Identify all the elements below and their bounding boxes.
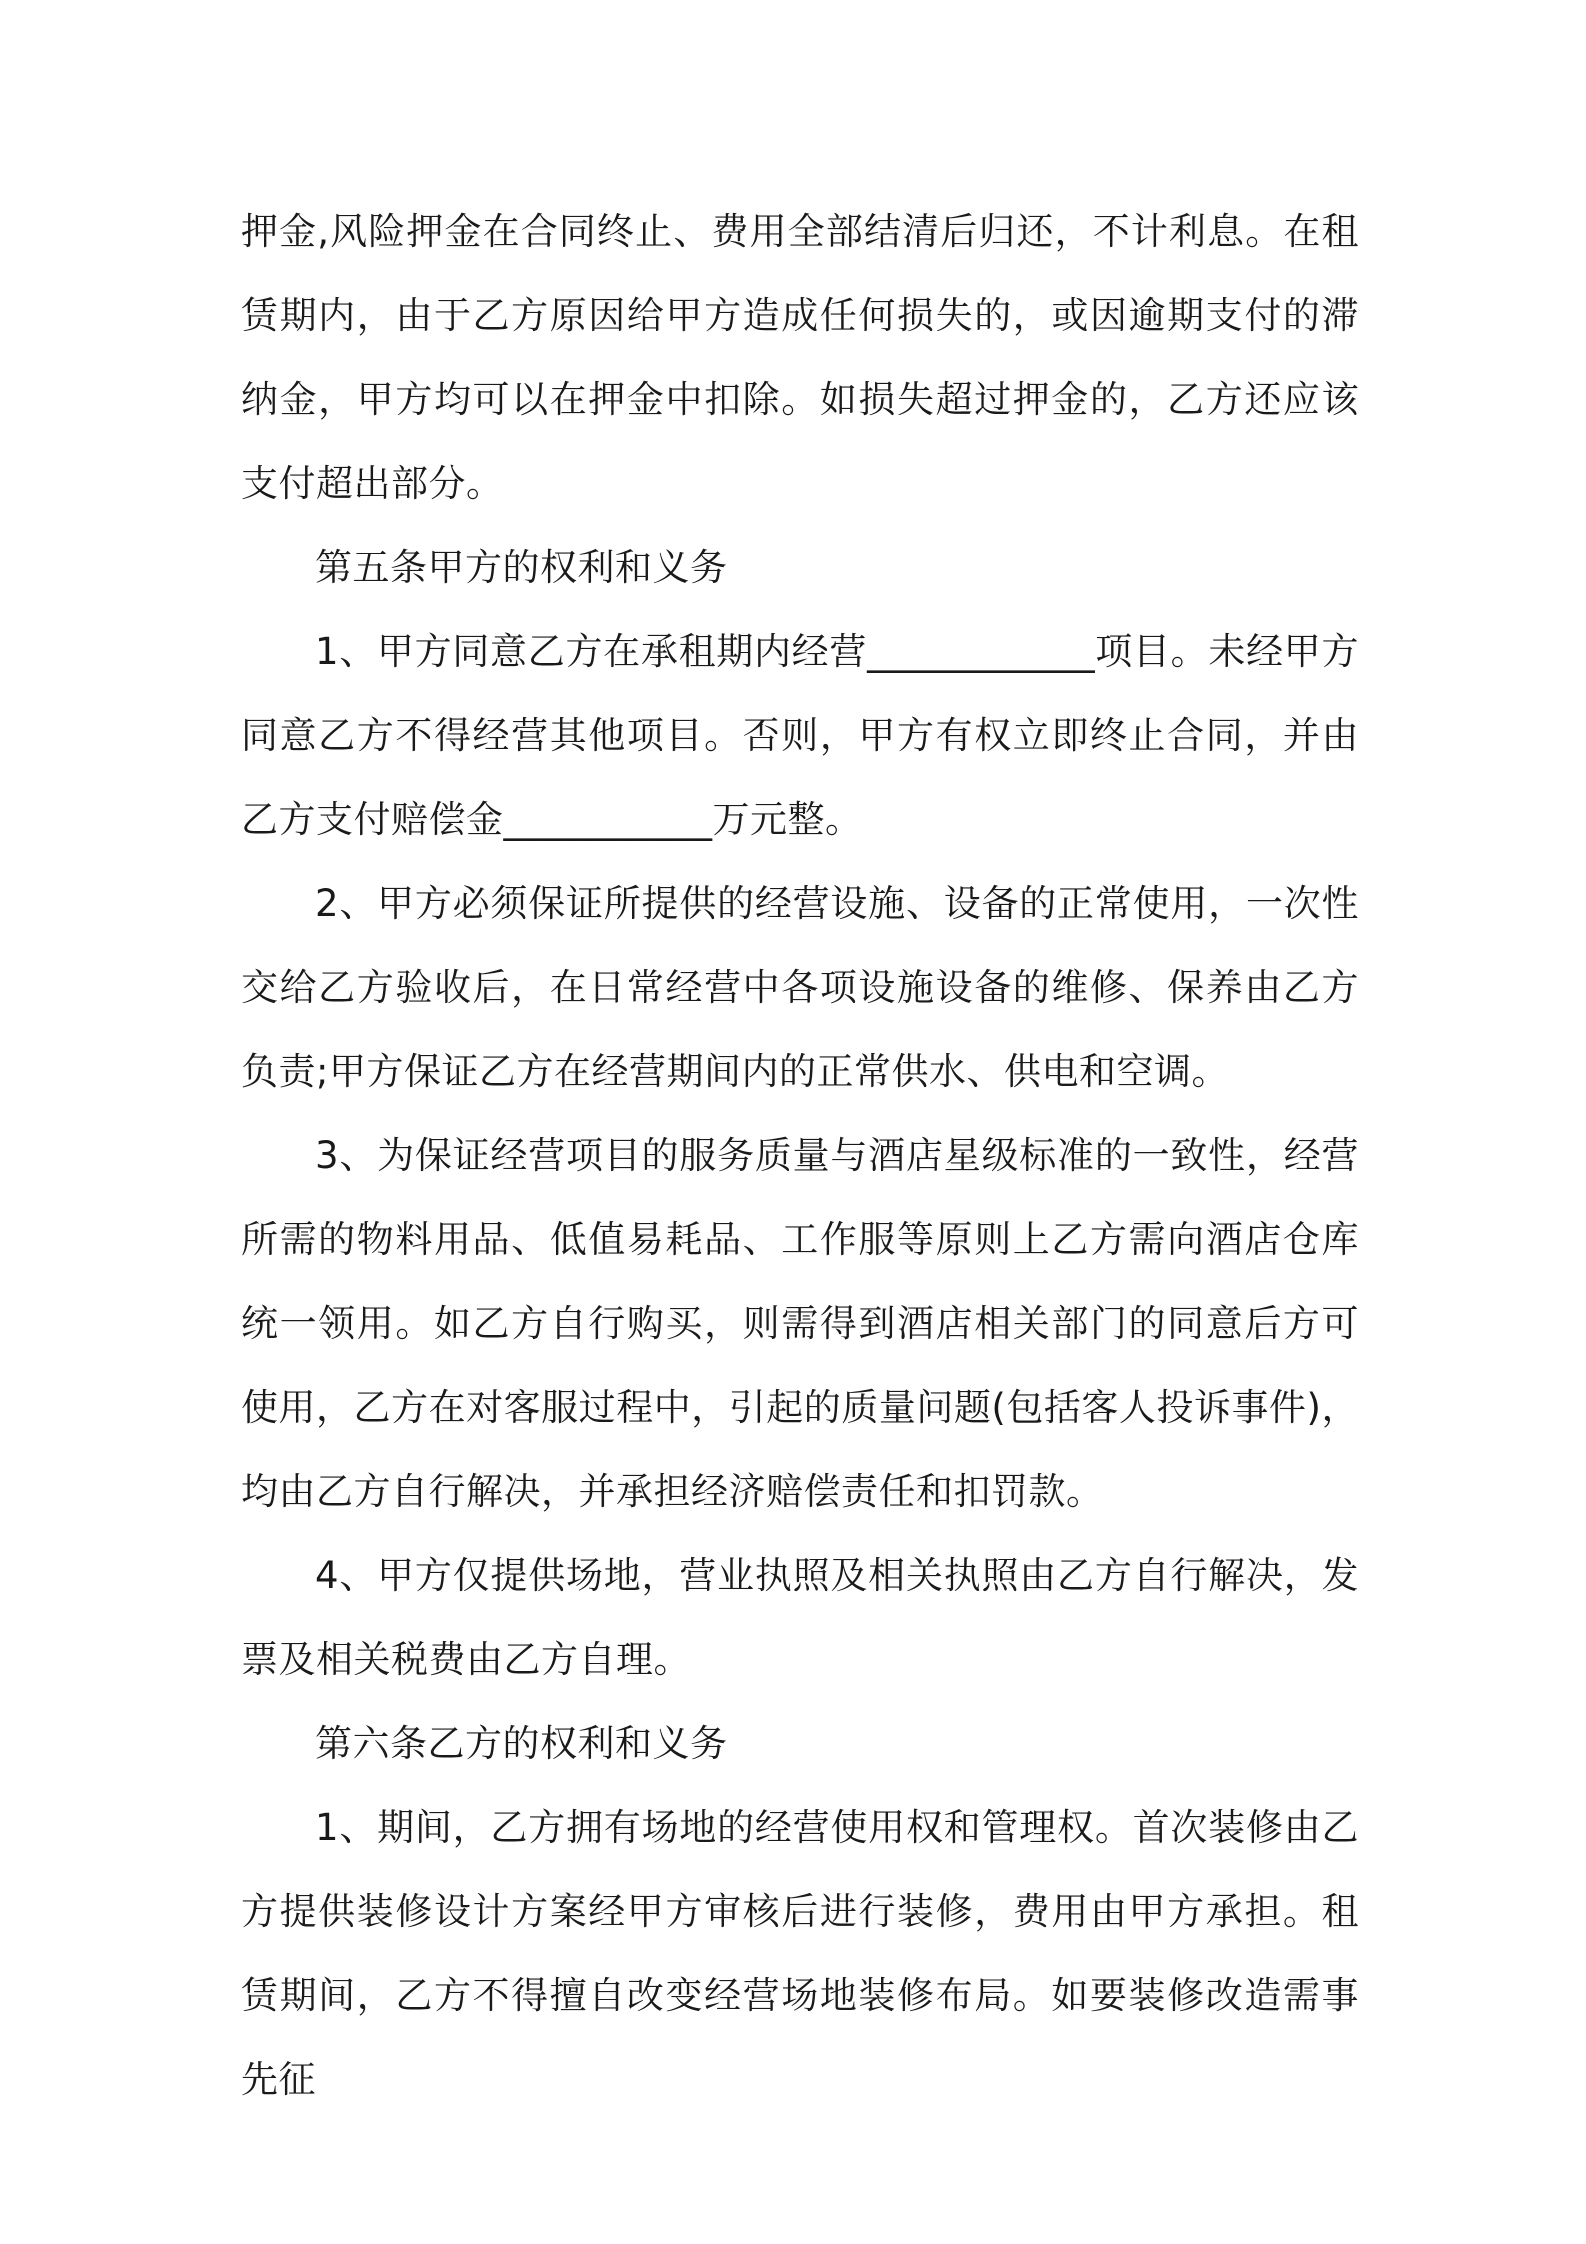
paragraph-article-5-item-2: 2、甲方必须保证所提供的经营设施、设备的正常使用，一次性交给乙方验收后，在日常经营中各项设施设备的维修、保养由乙方负责;甲方保证乙方在经营期间内的正常供水、供电和空调。 bbox=[241, 882, 1359, 1093]
heading-article-5: 第五条甲方的权利和义务 bbox=[315, 546, 728, 589]
paragraph-article-5-item-3: 3、为保证经营项目的服务质量与酒店星级标准的一致性，经营所需的物料用品、低值易耗品、工作服等原则上乙方需向酒店仓库统一领用。如乙方自行购买，则需得到酒店相关部门的同意后方可使用，乙方在对客服过程中，引起的质量问题(包括客人投诉事件)，均由乙方自行解决，并承担经济赔偿责任和扣罚款。 bbox=[241, 1134, 1359, 1513]
paragraph-deposit-continuation: 押金,风险押金在合同终止、费用全部结清后归还，不计利息。在租赁期内，由于乙方原因给甲方造成任何损失的，或因逾期支付的滞纳金，甲方均可以在押金中扣除。如损失超过押金的，乙方还应该支付超出部分。 bbox=[241, 210, 1359, 505]
paragraph-article-6-item-1: 1、期间，乙方拥有场地的经营使用权和管理权。首次装修由乙方提供装修设计方案经甲方审核后进行装修，费用由甲方承担。租赁期间，乙方不得擅自改变经营场地装修布局。如要装修改造需事先征 bbox=[241, 1806, 1359, 2101]
paragraph-article-5-item-1: 1、甲方同意乙方在承租期内经营____________项目。未经甲方同意乙方不得经营其他项目。否则，甲方有权立即终止合同，并由乙方支付赔偿金___________万元整。 bbox=[241, 630, 1359, 841]
document-body bbox=[241, 190, 1359, 2122]
paragraph-article-5-item-4: 4、甲方仅提供场地，营业执照及相关执照由乙方自行解决，发票及相关税费由乙方自理。 bbox=[241, 1554, 1359, 1681]
heading-article-6: 第六条乙方的权利和义务 bbox=[315, 1722, 728, 1765]
